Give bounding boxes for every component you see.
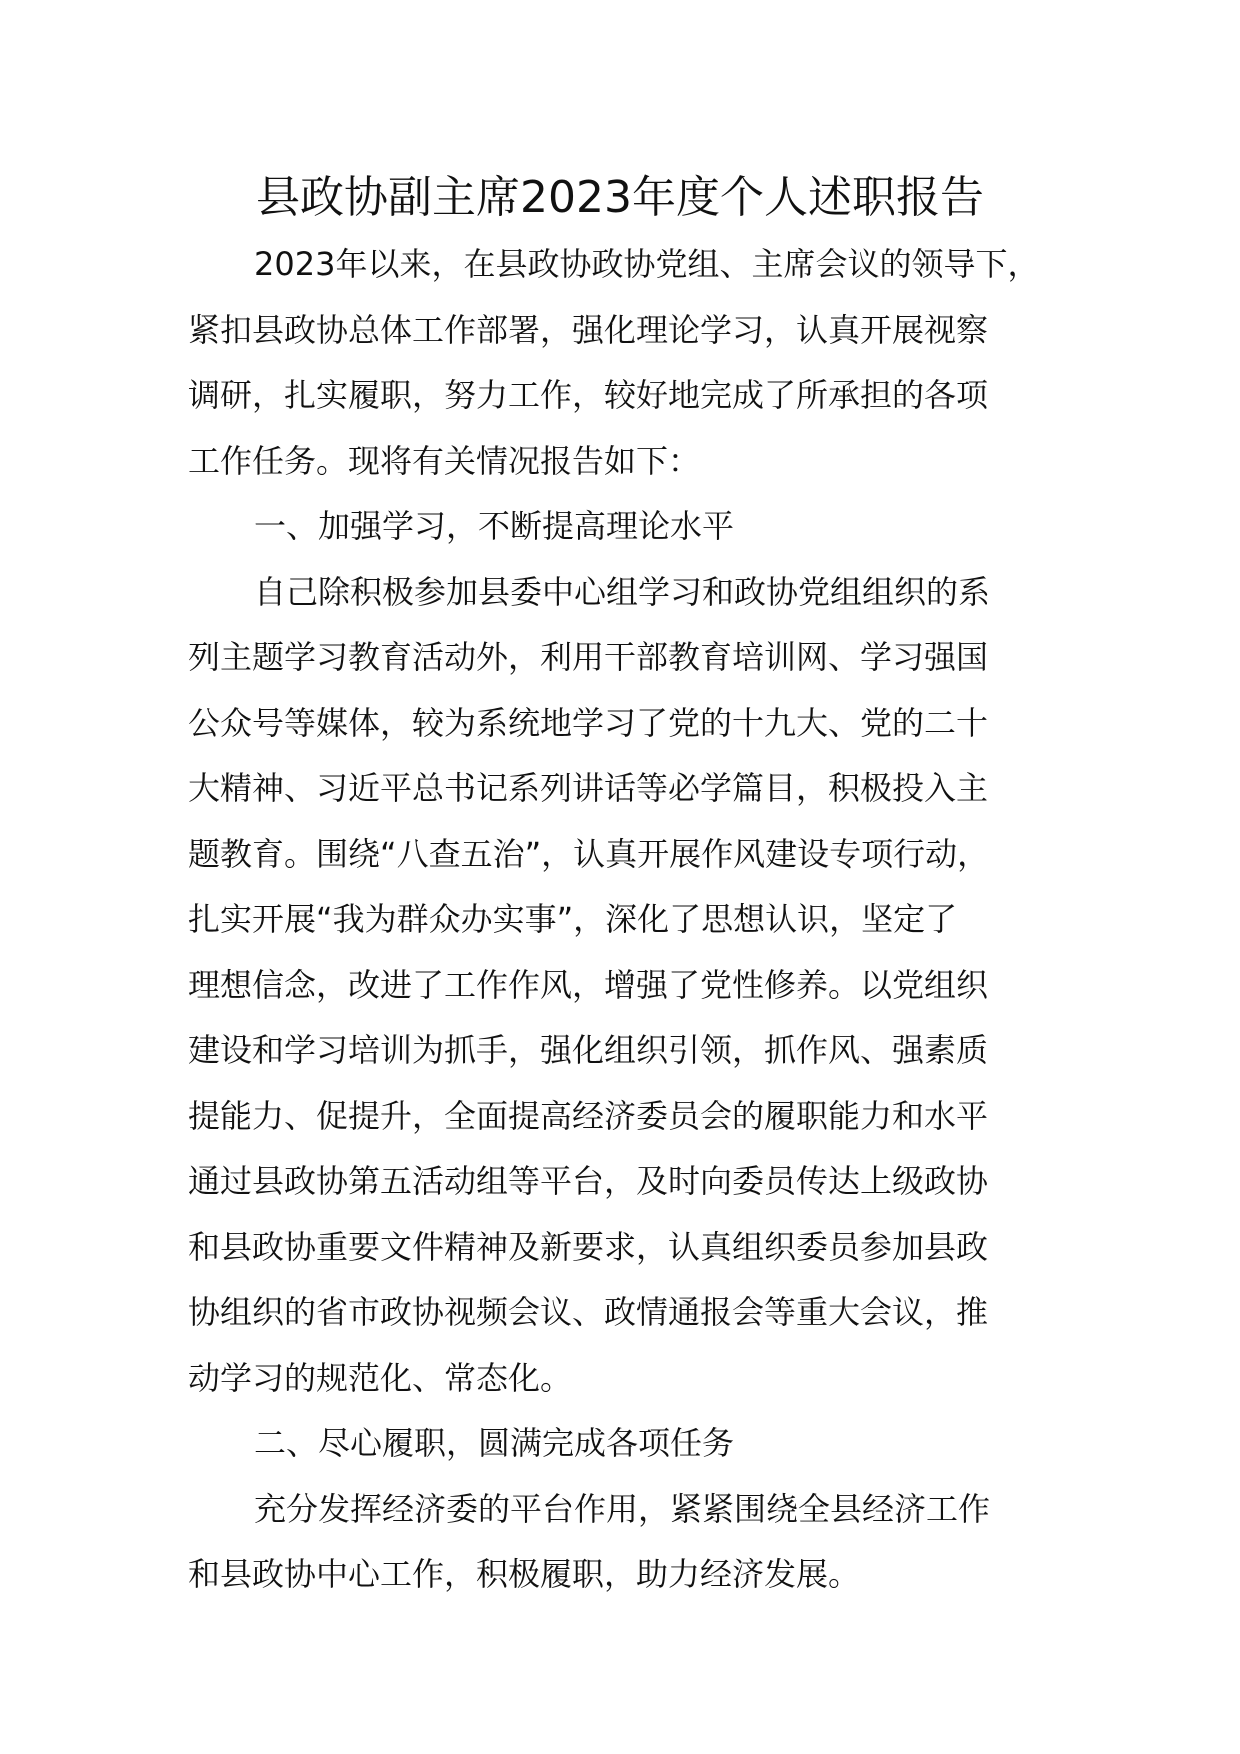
text-line: 大精神、习近平总书记系列讲话等必学篇目，积极投入主 <box>188 769 989 807</box>
text-line: 公众号等媒体，较为系统地学习了党的十九大、党的二十 <box>188 703 989 742</box>
text-line: 充分发挥经济委的平台作用，紧紧围绕全县经济工作 <box>254 1489 991 1528</box>
text-line: 自己除积极参加县委中心组学习和政协党组组织的系 <box>254 572 991 611</box>
document-body <box>188 232 1068 1608</box>
text-line: 二、尽心履职，圆满完成各项任务 <box>254 1424 735 1462</box>
text-line: 建设和学习培训为抓手，强化组织引领，抓作风、强素质 <box>188 1031 989 1069</box>
text-line: 调研，扎实履职，努力工作，较好地完成了所承担的各项 <box>188 376 989 414</box>
text-line: 通过县政协第五活动组等平台，及时向委员传达上级政协 <box>188 1162 989 1200</box>
text-line: 扎实开展“我为群众办实事”，深化了思想认识，坚定了 <box>188 900 958 938</box>
text-line: 工作任务。现将有关情况报告如下： <box>188 441 701 480</box>
text-line: 一、加强学习，不断提高理论水平 <box>254 507 735 545</box>
text-line: 2023年以来，在县政协政协党组、主席会议的领导下， <box>254 245 1040 283</box>
text-line: 题教育。围绕“八查五治”，认真开展作风建设专项行动， <box>188 834 990 873</box>
text-line: 理想信念，改进了工作作风，增强了党性修养。以党组织 <box>188 965 989 1004</box>
text-line: 协组织的省市政协视频会议、政情通报会等重大会议，推 <box>188 1293 989 1331</box>
text-line: 和县政协重要文件精神及新要求，认真组织委员参加县政 <box>188 1227 989 1266</box>
text-line: 紧扣县政协总体工作部署，强化理论学习，认真开展视察 <box>188 310 989 349</box>
document-title: 县政协副主席2023年度个人述职报告 <box>256 172 984 223</box>
text-line: 列主题学习教育活动外，利用干部教育培训网、学习强国 <box>188 638 989 676</box>
text-line: 动学习的规范化、常态化。 <box>188 1358 573 1397</box>
text-line: 和县政协中心工作，积极履职，助力经济发展。 <box>188 1555 861 1593</box>
text-line: 提能力、促提升，全面提高经济委员会的履职能力和水平 <box>188 1096 989 1135</box>
